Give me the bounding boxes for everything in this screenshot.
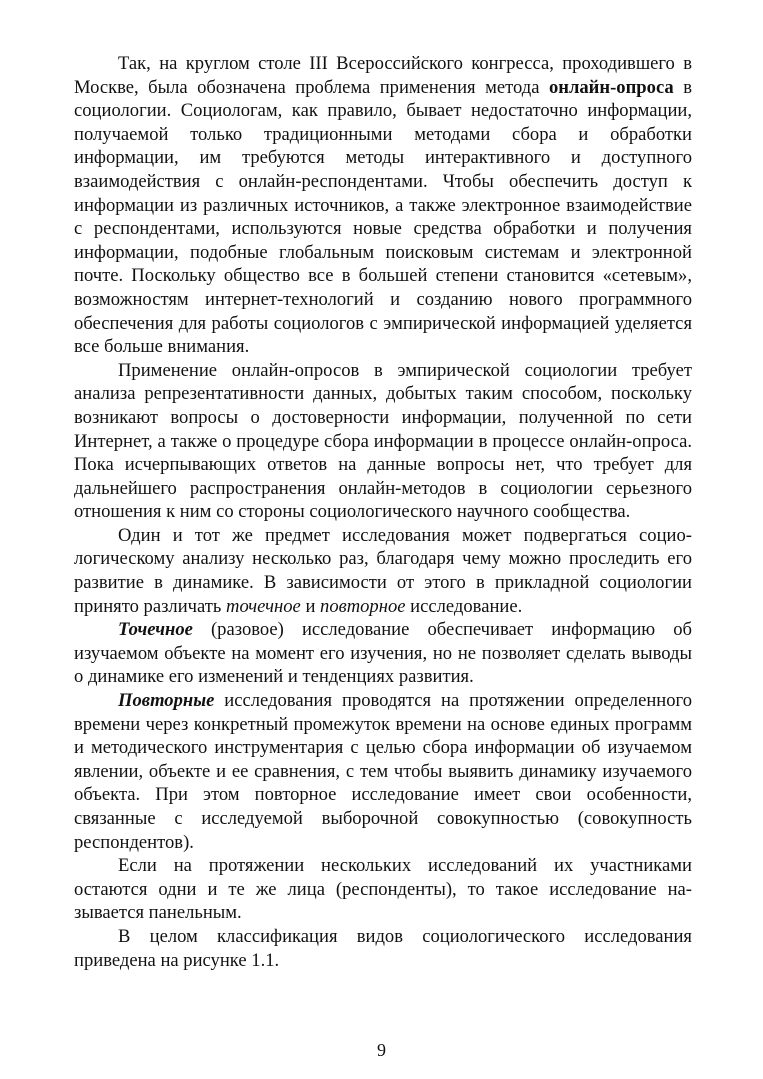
emphasis-run: Точечное bbox=[118, 619, 193, 641]
paragraph bbox=[74, 925, 692, 972]
emphasis-run: онлайн-опроса bbox=[548, 76, 674, 98]
text-run: Один и тот же предмет исследования может подвергаться социологическому анализу несколько раз, благодаря чему можно проследить его развитие в динамике. В зависимости от этого в прикладной социологии принято различать bbox=[74, 524, 692, 617]
paragraph bbox=[74, 854, 692, 925]
text-run: исследование. bbox=[405, 595, 523, 617]
page-number: 9 bbox=[377, 1040, 386, 1060]
text-run: В целом классификация видов социологического исследования приведена на рисунке 1.1. bbox=[74, 925, 692, 971]
text-run: Применение онлайн-опросов в эмпирической социологии требует анализа репрезентативности данных, добытых таким способом, поскольку возникают вопросы о достоверности информации, полученной по сети Интернет, а также о процедуре сбора информации в процессе онлайн-опроса. Пока исчерпывающих ответов на данные вопросы нет, что требует для дальнейшего распространения онлайн-методов в социологии серьезного отношения к ним со стороны социологического научного сообщества. bbox=[74, 359, 692, 523]
body-text bbox=[74, 52, 692, 972]
paragraph bbox=[74, 618, 692, 689]
text-run: в социологии. Социологам, как правило, бывает недостаточно информации, получаемой только традиционными методами сбора и обработки информации, им требуются методы интерактивного и доступного взаимодействия с онлайн-респондентами. Чтобы обеспечить доступ к информации из различных источников, а также электронное взаимодействие с респондентами, используются новые средства обработки и получения информации, подобные глобальным поисковым системам и электронной почте. Поскольку общество все в большей степени становится «сетевым», возможностям интернет-технологий и созданию нового программного обеспечения для работы социологов с эмпирической информацией уделяется все больше внимания. bbox=[74, 76, 692, 358]
text-run: Так, на круглом столе III Всероссийского конгресса, проходившего в Москве, была обозначена проблема применения метода bbox=[74, 53, 692, 98]
text-run: Если на протяжении нескольких исследований их участниками остаются одни и те же лица (респонденты), то такое исследование называется панельным. bbox=[74, 855, 692, 924]
text-run: исследования проводятся на протяжении определенного времени через конкретный промежуток времени на основе единых программ и методического инструментария с целью сбора информации об изучаемом явлении, объекте и ее сравнения, с тем чтобы выявить динамику изучаемого объекта. При этом повторное исследование имеет свои особенности, связанные с исследуемой выборочной совокупностью (совокупность респондентов). bbox=[74, 690, 692, 853]
paragraph bbox=[74, 52, 692, 359]
paragraph bbox=[74, 689, 692, 854]
emphasis-run: повторное bbox=[320, 595, 406, 617]
text-run: (разовое) исследование обеспечивает информацию об изучаемом объекте на момент его изучения, но не позволяет сделать выводы о динамике его изменений и тенденциях развития. bbox=[74, 619, 692, 688]
emphasis-run: Повторные bbox=[118, 690, 215, 712]
paragraph bbox=[74, 359, 692, 524]
text-run: и bbox=[300, 595, 321, 617]
emphasis-run: точечное bbox=[226, 595, 301, 617]
paragraph bbox=[74, 524, 692, 618]
